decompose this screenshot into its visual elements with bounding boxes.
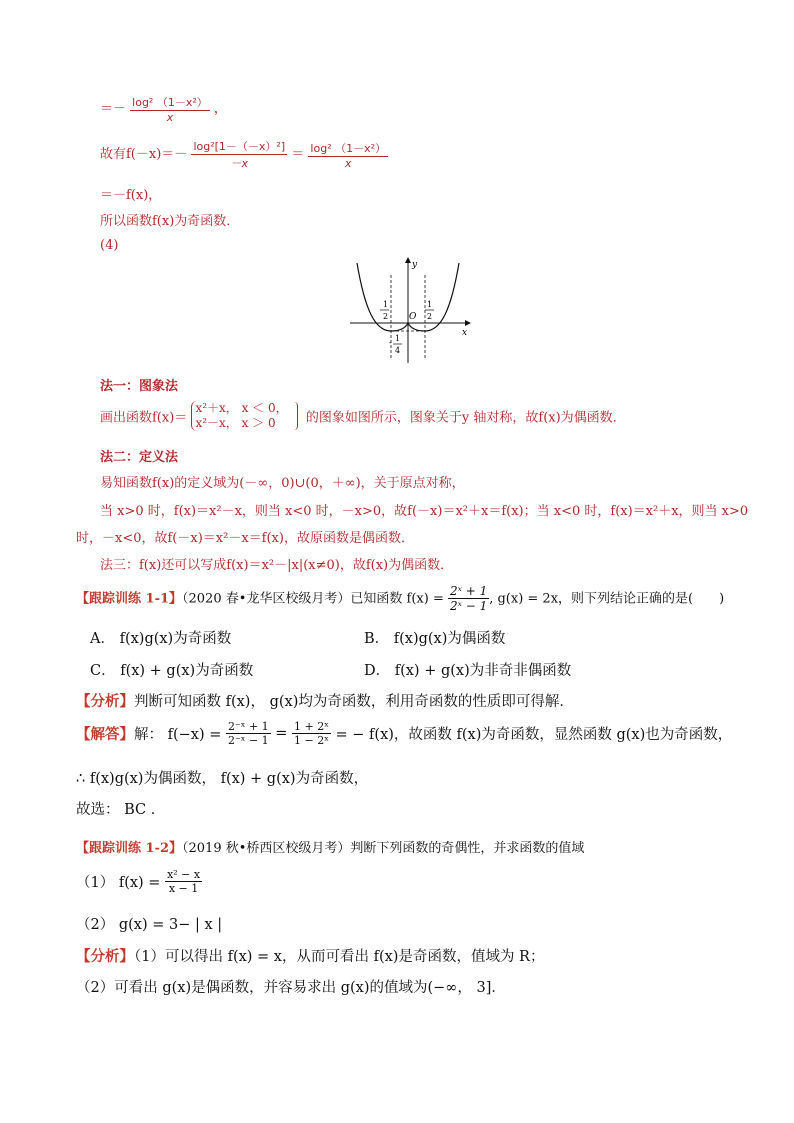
method2-line1: 易知函数f(x)的定义域为(－∞，0)∪(0，＋∞)，关于原点对称，	[100, 476, 465, 491]
q2-item1-fraction: $\frac{\text{x² − x}}{x - 1}$	[167, 868, 201, 895]
q1-fx-fraction: $\frac{\text{2ˣ + 1}}{\text{2ˣ − 1}}$	[449, 584, 488, 613]
right-den: 2	[427, 312, 433, 321]
piecewise-right-brace	[294, 402, 298, 430]
line2-fraction-1: $\frac{\text{log²[1－（－x）²]}}{-x}$	[193, 140, 286, 170]
parabola-graph	[345, 255, 475, 365]
answer-fraction-2: $\frac{\text{1 + 2ˣ}}{\text{1 − 2ˣ}}$	[294, 720, 329, 747]
q1-option-d[interactable]: D． f(x) + g(x)为非奇非偶函数	[364, 663, 572, 679]
method2-line2: 当 x>0 时，f(x)＝x²－x，则当 x<0 时，－x>0，故f(－x)＝x²＋x＝f(x)；当 x<0 时，f(x)＝x²＋x，则当 x>0	[100, 504, 749, 519]
part3-line1: ＝－ $\frac{\text{log² （1－x²）}}{x}$ ，	[100, 96, 227, 124]
neg-sign: -	[389, 338, 392, 347]
neg-den: 4	[395, 346, 401, 355]
q2-item1: （1） f(x) = $\frac{\text{x² − x}}{x - 1}$	[76, 868, 201, 895]
q1-answer-line2: ∴ f(x)g(x)为偶函数， f(x) + g(x)为奇函数，	[76, 771, 369, 787]
q1-option-b[interactable]: B． f(x)g(x)为偶函数	[364, 631, 506, 647]
method1-title: 法一：图象法	[100, 379, 179, 394]
q1-answer-line3: 故选： BC ．	[76, 802, 166, 818]
neg-num: 1	[395, 334, 401, 343]
x-label: x	[462, 328, 468, 338]
q2-analysis1: 【分析】（1）可以得出 f(x) = x，从而可看出 f(x)是奇函数，值域为 R；	[76, 948, 545, 965]
y-label: y	[412, 260, 418, 270]
q2-item2: （2） g(x) = 3− | x |	[76, 917, 223, 933]
method2-title: 法二：定义法	[100, 450, 179, 465]
q2-analysis2: （2）可看出 g(x)是偶函数，并容易求出 g(x)的值域为(−∞， 3]．	[76, 980, 506, 996]
q1-answer: 【解答】解： f(−x) = $\frac{\text{2⁻ˣ + 1}}{\text{2⁻ˣ − 1}}$ = $\frac{\text{1 + 2ˣ}}{\text{1 − 2ˣ}}$ = − f(x)，故函数 f(x)为奇函数，显然函数 g(x)也为奇函数，	[76, 720, 733, 747]
q2-stem: 【跟踪训练 1-2】（2019 秋•桥西区校级月考）判断下列函数的奇偶性，并求函数的值域	[76, 841, 585, 856]
q1-analysis: 【分析】判断可知函数 f(x)， g(x)均为奇函数，利用奇函数的性质即可得解．	[76, 693, 574, 710]
origin-label: O	[409, 312, 417, 322]
q1-stem: 【跟踪训练 1-1】（2020 春•龙华区校级月考）已知函数 f(x) = $\frac{\text{2ˣ + 1}}{\text{2ˣ − 1}}$ , g(x) = 2x，则下列结论正确的是( )	[76, 584, 725, 613]
q1-option-a[interactable]: A． f(x)g(x)为奇函数	[90, 631, 232, 647]
q1-tag: 【跟踪训练 1-1】	[76, 591, 183, 607]
line1-prefix: ＝－	[100, 101, 127, 117]
line1-fraction: $\frac{\text{log² （1－x²）}}{x}$	[132, 96, 208, 124]
part3-line4: 所以函数f(x)为奇函数．	[100, 214, 240, 229]
left-num: 1	[383, 300, 389, 309]
method2-line3: 时，－x<0，故f(－x)＝x²－x＝f(x)，故原函数是偶函数．	[76, 531, 414, 546]
x-axis-arrow	[465, 320, 471, 326]
method3-line: 法三：f(x)还可以写成f(x)＝x²－|x|(x≠0)，故f(x)为偶函数．	[100, 558, 454, 573]
y-axis-arrow	[405, 257, 411, 263]
part4-label: (4)	[100, 238, 119, 253]
part3-line3: ＝－f(x)，	[100, 188, 162, 203]
piecewise-cases: x²＋x， x ＜ 0， x²－x， x ＞ 0	[191, 401, 287, 431]
answer-fraction-1: $\frac{\text{2⁻ˣ + 1}}{\text{2⁻ˣ − 1}}$	[227, 720, 269, 747]
right-num: 1	[427, 300, 433, 309]
part3-line2: 故有f(－x)＝－ $\frac{\text{log²[1－（－x）²]}}{-x}$ ＝ $\frac{\text{log² （1－x²）}}{x}$	[100, 140, 387, 170]
left-den: 2	[383, 312, 389, 321]
q2-tag: 【跟踪训练 1-2】	[76, 841, 183, 856]
q1-option-c[interactable]: C． f(x) + g(x)为奇函数	[90, 663, 254, 679]
method1-line: 画出函数f(x)＝ x²＋x， x ＜ 0， x²－x， x ＞ 0 的图象如图所示，图象关于y 轴对称，故f(x)为偶函数．	[100, 401, 626, 430]
line2-fraction-2: $\frac{\text{log² （1－x²）}}{x}$	[310, 141, 387, 170]
